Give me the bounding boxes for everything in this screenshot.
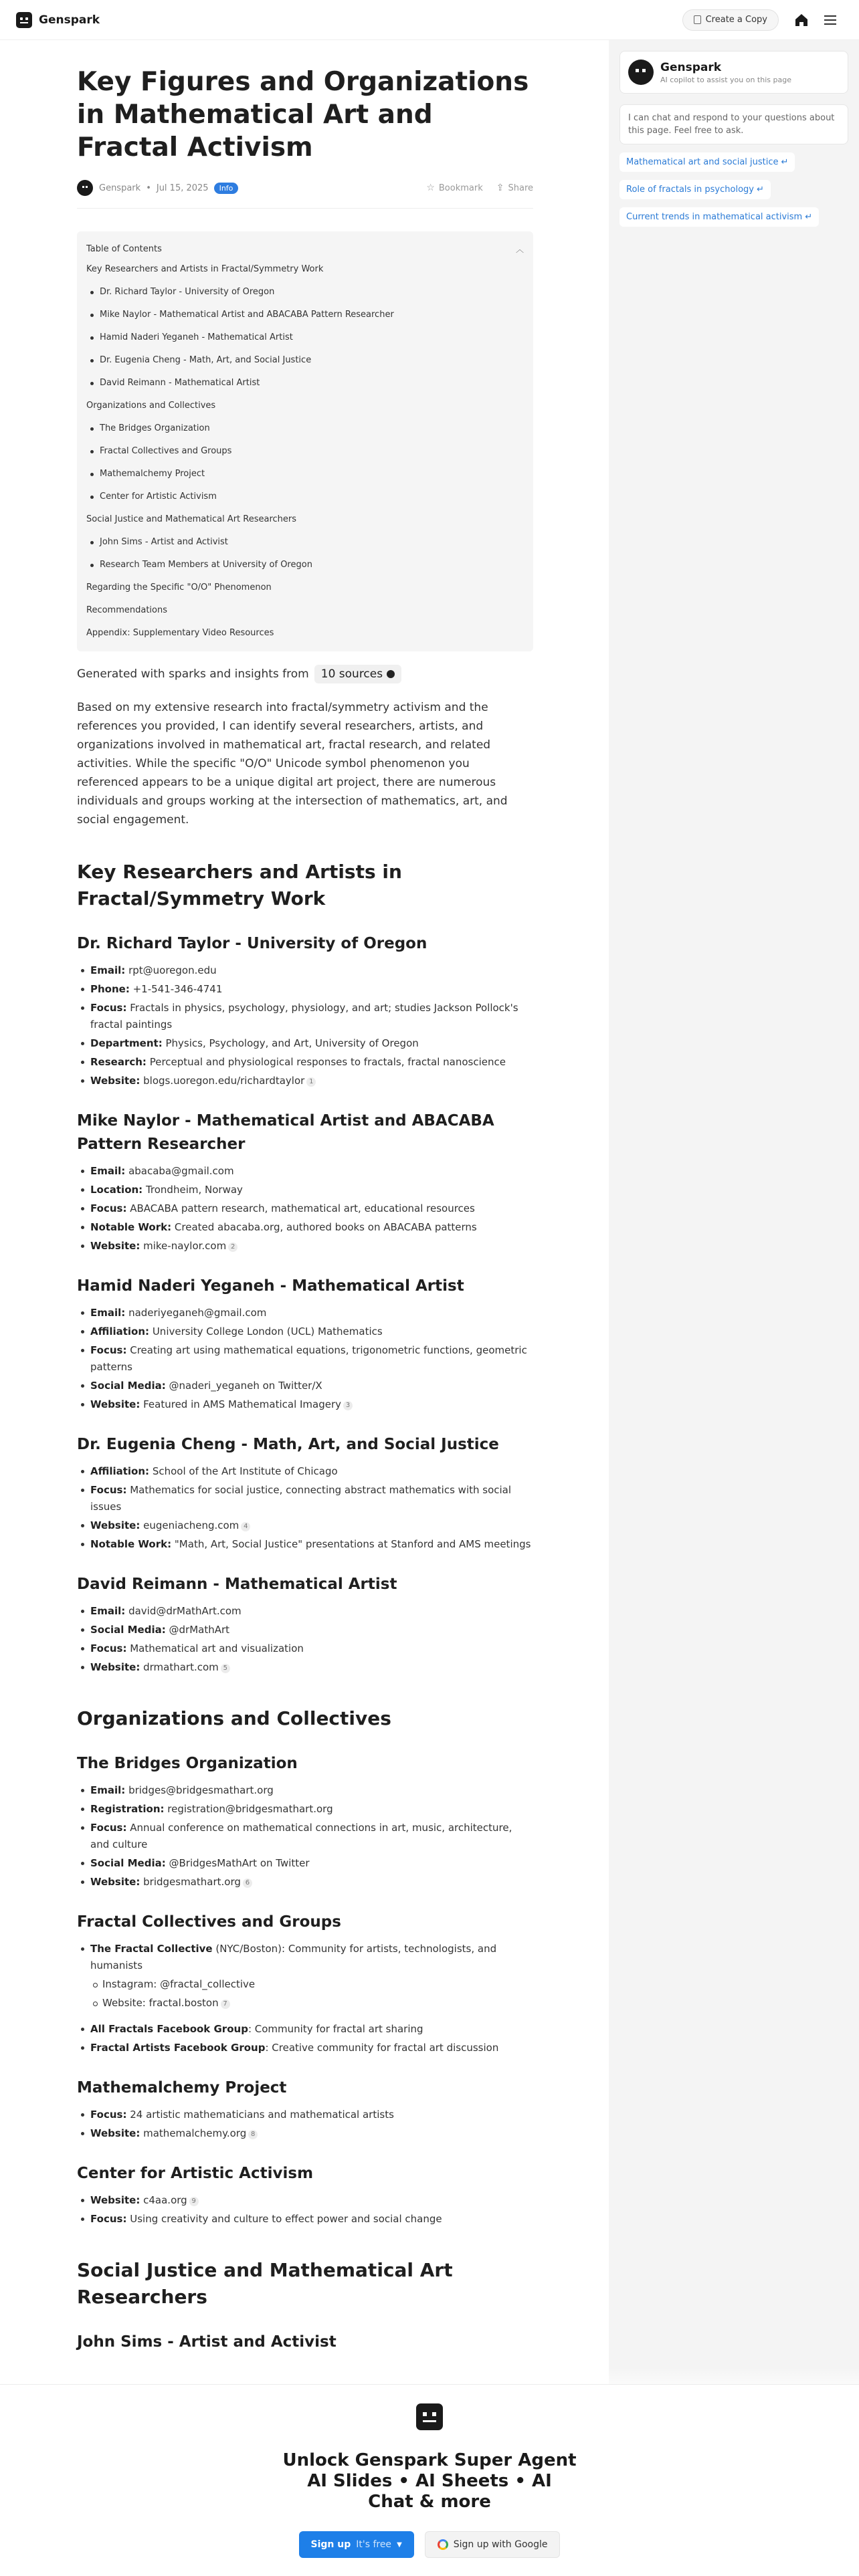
toc-item[interactable]: Mike Naylor - Mathematical Artist and ABACABA Pattern Researcher [86,304,524,326]
list-item-key: Email: [90,964,126,976]
page-title: Key Figures and Organizations in Mathematical Art and Fractal Activism [77,67,529,163]
copilot-desc: AI copilot to assist you on this page [660,75,791,84]
list-item [90,1603,533,1620]
fact-list [77,1463,533,1553]
share-icon: ⇪ [496,183,504,193]
list-item-value: (NYC/Boston): Community for artists, technologists, and humanists [90,1943,497,1971]
list-item-value: @drMathArt [169,1624,230,1636]
list-item-key: Email: [90,1784,126,1796]
list-item [90,981,533,998]
list-item-key: Focus: [90,1642,127,1654]
list-item-key: Website: [90,1876,140,1888]
toc-title: Table of Contents [86,243,162,254]
list-item [90,2211,533,2228]
list-item-value: ABACABA pattern research, mathematical art, educational resources [130,1202,475,1214]
list-item-key: Fractal Artists Facebook Group [90,2042,266,2054]
list-item [90,2040,533,2056]
list-item [90,1396,533,1413]
suggestion-chip[interactable] [619,207,819,227]
list-item-value: registration@bridgesmathart.org [167,1803,333,1815]
generated-prefix: Generated with sparks and insights from [77,667,309,681]
list-item-key: Website: [90,1519,140,1531]
list-item-key: Registration: [90,1803,165,1815]
top-actions [682,9,836,31]
chevron-up-icon[interactable]: ︿ [515,244,524,254]
subsection-heading: Mathemalchemy Project [77,2079,287,2097]
enter-icon: ↵ [781,157,789,167]
home-icon[interactable] [793,12,809,28]
genspark-logo-icon [16,12,32,28]
signup-button[interactable] [299,2531,414,2558]
subsection-heading: David Reimann - Mathematical Artist [77,1576,397,1593]
share-label: Share [508,183,533,193]
suggestion-label: Current trends in mathematical activism [626,212,803,222]
toc-item[interactable]: Regarding the Specific "O/O" Phenomenon [86,582,272,593]
citation-badge[interactable]: 9 [189,2197,199,2206]
citation-badge[interactable]: 7 [221,2000,230,2009]
create-copy-button[interactable] [682,9,779,31]
toc-item[interactable]: David Reimann - Mathematical Artist [86,372,524,395]
genspark-logo-icon [416,2403,443,2430]
subsection-heading: Hamid Naderi Yeganeh - Mathematical Artist [77,1277,464,1295]
toc-item[interactable]: John Sims - Artist and Activist [86,531,524,554]
toc-item[interactable]: Appendix: Supplementary Video Resources [86,628,274,638]
author-avatar [77,180,93,196]
toc-item[interactable]: Hamid Naderi Yeganeh - Mathematical Artist [86,326,524,349]
list-item-value: eugeniacheng.com [143,1519,240,1531]
list-item [90,1073,533,1089]
google-signup-button[interactable] [425,2531,561,2558]
list-item [90,1238,533,1255]
sources-icon [387,670,395,678]
fact-list [77,962,533,1089]
brand-name: Genspark [39,13,100,27]
toc-item[interactable]: Mathemalchemy Project [86,463,524,486]
enter-icon: ↵ [756,185,764,195]
list-item-value: Fractals in physics, psychology, physiology, and art; studies Jackson Pollock's fractal paintings [90,1002,518,1031]
list-item [90,1000,533,1033]
google-signup-label: Sign up with Google [453,2539,548,2550]
citation-badge[interactable]: 1 [306,1077,316,1087]
subsection-heading: Center for Artistic Activism [77,2165,314,2182]
section-heading: Social Justice and Mathematical Art Researchers [77,2259,453,2308]
citation-badge[interactable]: 5 [221,1664,230,1673]
list-item [90,1035,533,1052]
toc-item[interactable]: Research Team Members at University of Oregon [86,554,524,576]
list-item-value: Perceptual and physiological responses to fractals, fractal nanoscience [149,1056,506,1068]
citation-badge[interactable]: 2 [228,1243,237,1252]
list-item-key: Social Media: [90,1380,166,1392]
list-item-value: drmathart.com [143,1661,219,1673]
toc-item[interactable]: Center for Artistic Activism [86,486,524,508]
list-item-value: @naderi_yeganeh on Twitter/X [169,1380,322,1392]
menu-icon[interactable] [824,15,836,25]
list-item [90,1342,533,1376]
list-item [90,1517,533,1534]
copy-icon [694,15,701,24]
list-item-value: Mathematics for social justice, connecting abstract mathematics with social issues [90,1484,512,1513]
list-item [90,1536,533,1553]
list-item-key: Website: [90,1661,140,1673]
list-item-value: Physics, Psychology, and Art, University of Oregon [165,1037,419,1049]
promo-buttons [299,2531,561,2558]
list-item [90,1640,533,1657]
suggestion-chip[interactable] [619,152,795,172]
fact-list [77,2192,533,2228]
list-item [90,2192,533,2209]
generated-line [77,665,533,683]
suggestion-label: Mathematical art and social justice [626,157,779,167]
list-item-key: Website: [90,2194,140,2206]
list-item-value: Creating art using mathematical equations, trigonometric functions, geometric patterns [90,1344,527,1373]
sources-button[interactable] [314,665,401,683]
list-item: Instagram: @fractal_collective [102,1976,533,1993]
suggestion-chip[interactable] [619,180,771,199]
list-item-key: Social Media: [90,1857,166,1869]
toc-item[interactable]: Social Justice and Mathematical Art Researchers [86,514,297,524]
suggestion-label: Role of fractals in psychology [626,185,754,195]
bookmark-label: Bookmark [438,183,483,193]
table-of-contents [77,231,533,651]
section-heading: Organizations and Collectives [77,1707,391,1729]
list-item-key: Website: [90,1398,140,1410]
toc-item[interactable]: Recommendations [86,605,168,615]
list-item-value: abacaba@gmail.com [128,1165,234,1177]
toc-item[interactable]: Key Researchers and Artists in Fractal/Symmetry Work [86,264,324,274]
list-item [90,1782,533,1799]
list-item-key: Focus: [90,1484,127,1496]
brand[interactable] [16,12,100,28]
list-item-value: 24 artistic mathematicians and mathematical artists [130,2109,394,2121]
list-item-value: Featured in AMS Mathematical Imagery [143,1398,342,1410]
signup-free-label: It's free [356,2539,392,2550]
publish-date: Jul 15, 2025 [156,183,209,193]
list-item-value: mathemalchemy.org [143,2127,247,2139]
list-item [90,1463,533,1480]
citation-badge[interactable]: 4 [241,1522,250,1531]
list-item-value: Mathematical art and visualization [130,1642,304,1654]
list-item-value: Annual conference on mathematical connections in art, music, architecture, and culture [90,1822,512,1850]
list-item-value: University College London (UCL) Mathematics [152,1325,383,1337]
section-heading: Key Researchers and Artists in Fractal/Symmetry Work [77,861,402,909]
list-item-key: Email: [90,1307,126,1319]
chevron-down-icon[interactable]: ▼ [397,2541,402,2549]
toc-list [86,258,524,645]
subsection-heading: Dr. Richard Taylor - University of Oregon [77,935,427,952]
subsection-heading: Fractal Collectives and Groups [77,1913,341,1931]
citation-badge[interactable]: 6 [243,1879,252,1888]
list-item-value: Using creativity and culture to effect power and social change [130,2213,442,2225]
list-item-key: Focus: [90,2213,127,2225]
list-item-key: Focus: [90,2109,127,2121]
list-item [90,1622,533,1638]
fact-list [77,1163,533,1255]
list-item-key: Notable Work: [90,1538,172,1550]
list-item [90,1855,533,1872]
list-item [90,1941,533,2012]
list-item-key: Website: [90,1240,140,1252]
nested-list [90,1976,533,2012]
toc-item[interactable]: Dr. Eugenia Cheng - Math, Art, and Social Justice [86,349,524,372]
list-item [90,1659,533,1676]
list-item-value: blogs.uoregon.edu/richardtaylor [143,1075,305,1087]
list-item-value: bridges@bridgesmathart.org [128,1784,274,1796]
copilot-panel [609,40,859,2576]
bookmark-button[interactable] [426,183,482,193]
subsection-heading: Dr. Eugenia Cheng - Math, Art, and Social Justice [77,1436,499,1453]
list-item-key: Department: [90,1037,163,1049]
list-item [90,1305,533,1321]
list-item-value: Trondheim, Norway [145,1184,243,1196]
toc-item[interactable]: Fractal Collectives and Groups [86,440,524,463]
subsection-heading: The Bridges Organization [77,1755,298,1772]
promo-title: Unlock Genspark Super Agent AI Slides • AI Sheets • AI Chat & more [282,2450,577,2512]
fact-list [77,1603,533,1676]
list-item [90,962,533,979]
citation-badge[interactable]: 8 [248,2130,258,2139]
meta-actions [426,183,533,193]
list-item [90,2021,533,2038]
fact-list [77,1782,533,1891]
list-item [90,1482,533,1515]
list-item-key: Social Media: [90,1624,166,1636]
copilot-logo-icon [628,60,654,85]
list-item-value: naderiyeganeh@gmail.com [128,1307,267,1319]
toc-item[interactable]: The Bridges Organization [86,417,524,440]
list-item [90,1219,533,1236]
list-item [90,1323,533,1340]
list-item-key: Notable Work: [90,1221,172,1233]
article-meta [77,180,533,209]
google-icon [438,2539,448,2550]
star-icon: ☆ [426,183,435,193]
list-item-value: Website: fractal.boston [102,1997,219,2009]
list-item-value: mike-naylor.com [143,1240,227,1252]
meta-separator: • [146,183,151,193]
fact-list [77,1941,533,2056]
sources-label: 10 sources [320,667,383,681]
suggestion-list [609,144,859,227]
subsection-heading: John Sims - Artist and Activist [77,2333,337,2351]
list-item [90,1874,533,1891]
list-item-key: Affiliation: [90,1325,150,1337]
list-item [90,2125,533,2142]
article [77,40,533,2354]
list-item-key: Website: [90,2127,140,2139]
enter-icon: ↵ [805,212,813,222]
copilot-card [619,51,848,94]
list-item-key: Email: [90,1165,126,1177]
list-item [90,1163,533,1180]
list-item-value: @BridgesMathArt on Twitter [169,1857,310,1869]
subsection-heading: Mike Naylor - Mathematical Artist and ABACABA Pattern Researcher [77,1112,494,1153]
list-item-value: bridgesmathart.org [143,1876,241,1888]
list-item-key: The Fractal Collective [90,1943,213,1955]
list-item-key: Focus: [90,1202,127,1214]
list-item-key: All Fractals Facebook Group [90,2023,248,2035]
list-item-key: Email: [90,1605,126,1617]
list-item-value: david@drMathArt.com [128,1605,242,1617]
list-item-value: School of the Art Institute of Chicago [152,1465,338,1477]
list-item [90,1054,533,1071]
list-item-value: : Community for fractal art sharing [248,2023,423,2035]
list-item-value: : Creative community for fractal art discussion [265,2042,499,2054]
list-item-key: Focus: [90,1822,127,1834]
list-item-value: rpt@uoregon.edu [128,964,217,976]
toc-item[interactable]: Dr. Richard Taylor - University of Oregon [86,281,524,304]
list-item-value: +1-541-346-4741 [132,983,223,995]
fact-list [77,1305,533,1413]
list-item-key: Location: [90,1184,143,1196]
info-badge[interactable]: Info [214,183,239,194]
citation-badge[interactable]: 3 [343,1401,353,1410]
list-item-key: Research: [90,1056,147,1068]
list-item-key: Website: [90,1075,140,1087]
list-item [90,1378,533,1394]
intro-paragraph: Based on my extensive research into fractal/symmetry activism and the references you provided, I can identify several researchers, artists, and organizations involved in mathematical art, fractal research, and related activities. While the specific "O/O" Unicode symbol phenomenon you referenced appears to be a unique digital art project, there are numerous individuals and groups working at the intersection of mathematics, art, and social engagement. [77,701,508,827]
list-item [90,2107,533,2123]
toc-header[interactable] [86,239,524,258]
create-copy-label: Create a Copy [705,15,767,25]
copilot-name: Genspark [660,60,722,74]
list-item-key: Focus: [90,1344,127,1356]
copilot-message: I can chat and respond to your questions about this page. Feel free to ask. [619,104,848,144]
list-item [102,1995,533,2012]
list-item-key: Phone: [90,983,130,995]
toc-item[interactable]: Organizations and Collectives [86,401,216,411]
fact-list [77,2107,533,2142]
list-item-value: "Math, Art, Social Justice" presentations at Stanford and AMS meetings [174,1538,531,1550]
list-item-value: Created abacaba.org, authored books on ABACABA patterns [174,1221,477,1233]
signup-label: Sign up [310,2539,351,2550]
list-item-key: Focus: [90,1002,127,1014]
list-item [90,1200,533,1217]
list-item-key: Affiliation: [90,1465,150,1477]
top-bar [0,0,859,40]
list-item-value: c4aa.org [143,2194,187,2206]
list-item [90,1801,533,1818]
author-name: Genspark [99,183,141,193]
share-button[interactable] [496,183,533,193]
signup-promo [0,2384,859,2576]
list-item [90,1182,533,1198]
list-item [90,1820,533,1853]
